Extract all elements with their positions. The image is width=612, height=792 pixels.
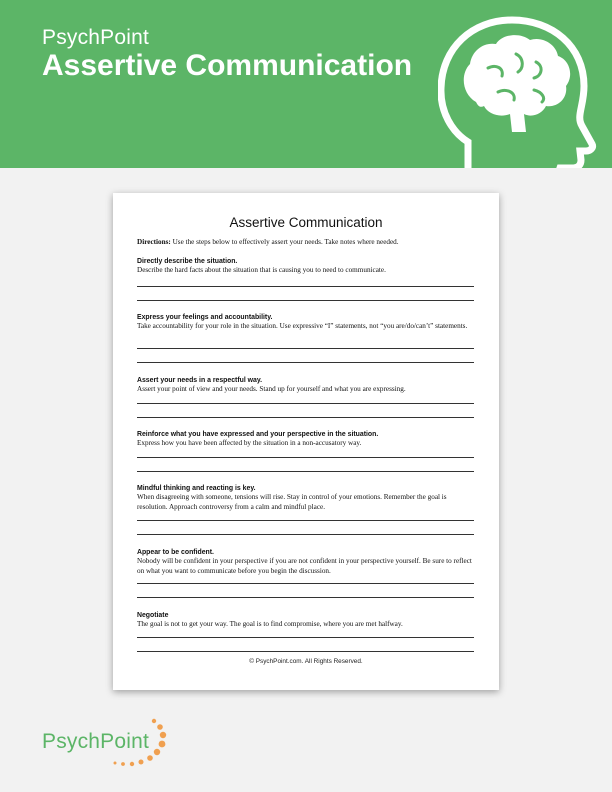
answer-line[interactable] bbox=[137, 286, 474, 287]
section-body: Assert your point of view and your needs. Stand up for yourself and what you are expressing. bbox=[137, 385, 406, 393]
section-body: Describe the hard facts about the situation that is causing you to need to communicate. bbox=[137, 266, 386, 274]
section-heading: Directly describe the situation. bbox=[137, 258, 238, 265]
section-assert-needs bbox=[137, 376, 474, 395]
bottom-logo-text: PsychPoint bbox=[42, 730, 150, 753]
worksheet-page bbox=[113, 193, 499, 690]
directions bbox=[137, 238, 477, 246]
answer-line[interactable] bbox=[137, 417, 474, 418]
section-body: Express how you have been affected by the situation in a non-accusatory way. bbox=[137, 439, 362, 447]
answer-line[interactable] bbox=[137, 471, 474, 472]
directions-label: Directions: bbox=[137, 238, 171, 246]
section-feelings-accountability bbox=[137, 313, 474, 332]
worksheet-title: Assertive Communication bbox=[229, 215, 383, 230]
section-body: When disagreeing with someone, tensions will rise. Stay in control of your emotions. Remember the goal is resolution. Approach controversy from a calm and mindful place. bbox=[137, 493, 447, 511]
section-body: The goal is not to get your way. The goal is to find compromise, where you are met halfway. bbox=[137, 620, 403, 628]
answer-line[interactable] bbox=[137, 583, 474, 584]
section-heading: Reinforce what you have expressed and your perspective in the situation. bbox=[137, 431, 379, 438]
page-title: Assertive Communication bbox=[42, 49, 413, 82]
answer-line[interactable] bbox=[137, 637, 474, 638]
answer-line[interactable] bbox=[137, 457, 474, 458]
answer-line[interactable] bbox=[137, 362, 474, 363]
section-heading: Appear to be confident. bbox=[137, 549, 214, 556]
answer-line[interactable] bbox=[137, 597, 474, 598]
copyright-footer: © PsychPoint.com. All Rights Reserved. bbox=[249, 658, 363, 665]
answer-line[interactable] bbox=[137, 300, 474, 301]
answer-line[interactable] bbox=[137, 403, 474, 404]
head-with-brain-icon bbox=[438, 14, 598, 168]
section-heading: Mindful thinking and reacting is key. bbox=[137, 485, 256, 492]
brand-name: PsychPoint bbox=[42, 26, 150, 49]
directions-text: Use the steps below to effectively assert your needs. Take notes where needed. bbox=[170, 238, 399, 246]
section-reinforce bbox=[137, 430, 474, 449]
answer-line[interactable] bbox=[137, 520, 474, 521]
answer-line[interactable] bbox=[137, 651, 474, 652]
header-banner bbox=[0, 0, 612, 168]
answer-line[interactable] bbox=[137, 348, 474, 349]
bottom-logo bbox=[42, 718, 167, 768]
section-body: Nobody will be confident in your perspective if you are not confident in your perspective yourself. Be sure to reflect on what you want to communicate before you begin the discussion. bbox=[137, 557, 472, 575]
answer-line[interactable] bbox=[137, 534, 474, 535]
section-confident bbox=[137, 548, 474, 576]
section-mindful-thinking bbox=[137, 484, 474, 512]
section-describe-situation bbox=[137, 257, 474, 276]
section-heading: Assert your needs in a respectful way. bbox=[137, 377, 263, 384]
section-body: Take accountability for your role in the situation. Use expressive “I” statements, not “you are/do/can’t” statements. bbox=[137, 322, 468, 330]
section-heading: Negotiate bbox=[137, 612, 169, 619]
section-negotiate bbox=[137, 611, 474, 630]
section-heading: Express your feelings and accountability. bbox=[137, 314, 273, 321]
